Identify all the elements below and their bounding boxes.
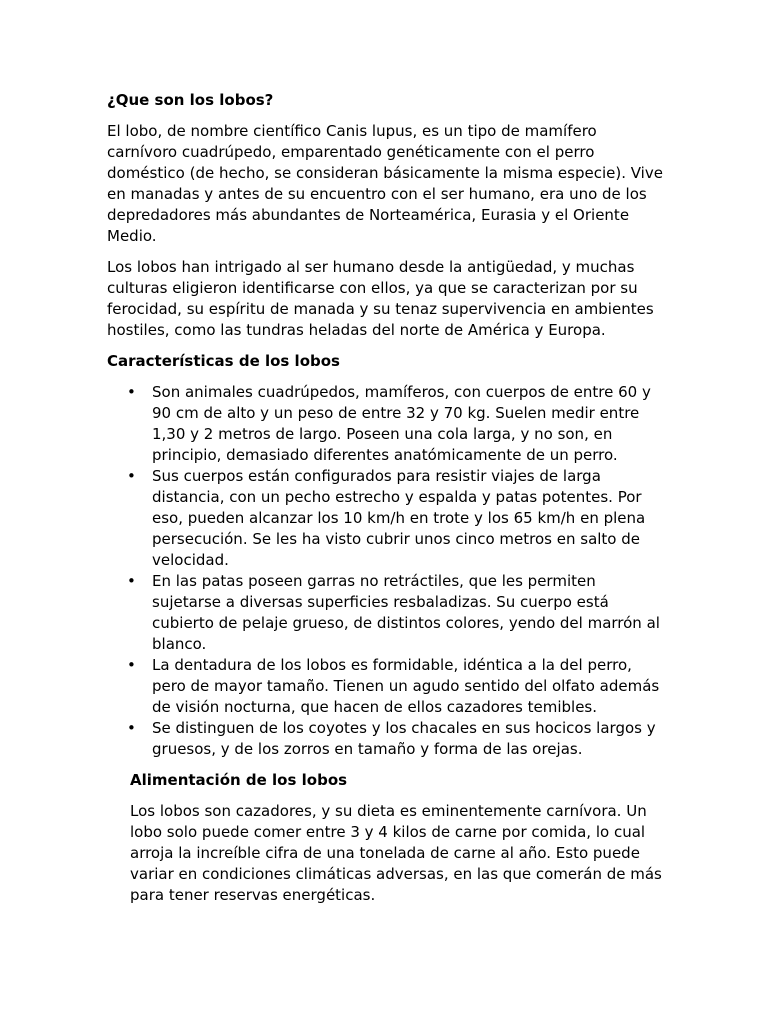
bullet-icon: • [127,719,136,737]
feeding-heading: Alimentación de los lobos [130,771,348,789]
list-item-text: Se distinguen de los coyotes y los chacales en sus hocicos largos y gruesos, y de los zorros en tamaño y forma de las orejas. [152,719,656,758]
list-item [107,718,667,760]
list-item-text: Sus cuerpos están configurados para resistir viajes de larga distancia, con un pecho estrecho y espalda y patas potentes. Por eso, pueden alcanzar los 10 km/h en trote y los 65 km/h en plena persecución. Se les ha visto cubrir unos cinco metros en salto de velocidad. [152,467,646,569]
document-body [107,90,667,906]
characteristics-heading: Características de los lobos [107,352,340,370]
document-title: ¿Que son los lobos? [107,91,274,109]
list-item-text: Son animales cuadrúpedos, mamíferos, con cuerpos de entre 60 y 90 cm de alto y un peso de entre 32 y 70 kg. Suelen medir entre 1,30 y 2 metros de largo. Poseen una cola larga, y no son, en principio, demasiado diferentes anatómicamente de un perro. [152,383,651,464]
intro-paragraph-1: El lobo, de nombre científico Canis lupus, es un tipo de mamífero carnívoro cuadrúpedo, emparentado genéticamente con el perro doméstico (de hecho, se consideran básicamente la misma especie). Vive en manadas y antes de su encuentro con el ser humano, era uno de los depredadores más abundantes de Norteamérica, Eurasia y el Oriente Medio. [107,122,663,245]
bullet-icon: • [127,656,136,674]
bullet-icon: • [127,467,136,485]
characteristics-list [107,382,667,760]
feeding-paragraph: Los lobos son cazadores, y su dieta es eminentemente carnívora. Un lobo solo puede comer entre 3 y 4 kilos de carne por comida, lo cual arroja la increíble cifra de una tonelada de carne al año. Esto puede variar en condiciones climáticas adversas, en las que comerán de más para tener reservas energéticas. [130,802,662,904]
list-item [107,571,667,655]
list-item-text: En las patas poseen garras no retráctiles, que les permiten sujetarse a diversas superficies resbaladizas. Su cuerpo está cubierto de pelaje grueso, de distintos colores, yendo del marrón al blanco. [152,572,660,653]
list-item [107,655,667,718]
feeding-section [130,770,667,906]
list-item-text: La dentadura de los lobos es formidable, idéntica a la del perro, pero de mayor tamaño. Tienen un agudo sentido del olfato además de visión nocturna, que hacen de ellos cazadores temibles. [152,656,660,716]
list-item [107,382,667,466]
intro-paragraph-2: Los lobos han intrigado al ser humano desde la antigüedad, y muchas culturas eligieron identificarse con ellos, ya que se caracterizan por su ferocidad, su espíritu de manada y su tenaz supervivencia en ambientes hostiles, como las tundras heladas del norte de América y Europa. [107,258,654,339]
bullet-icon: • [127,572,136,590]
bullet-icon: • [127,383,136,401]
list-item [107,466,667,571]
